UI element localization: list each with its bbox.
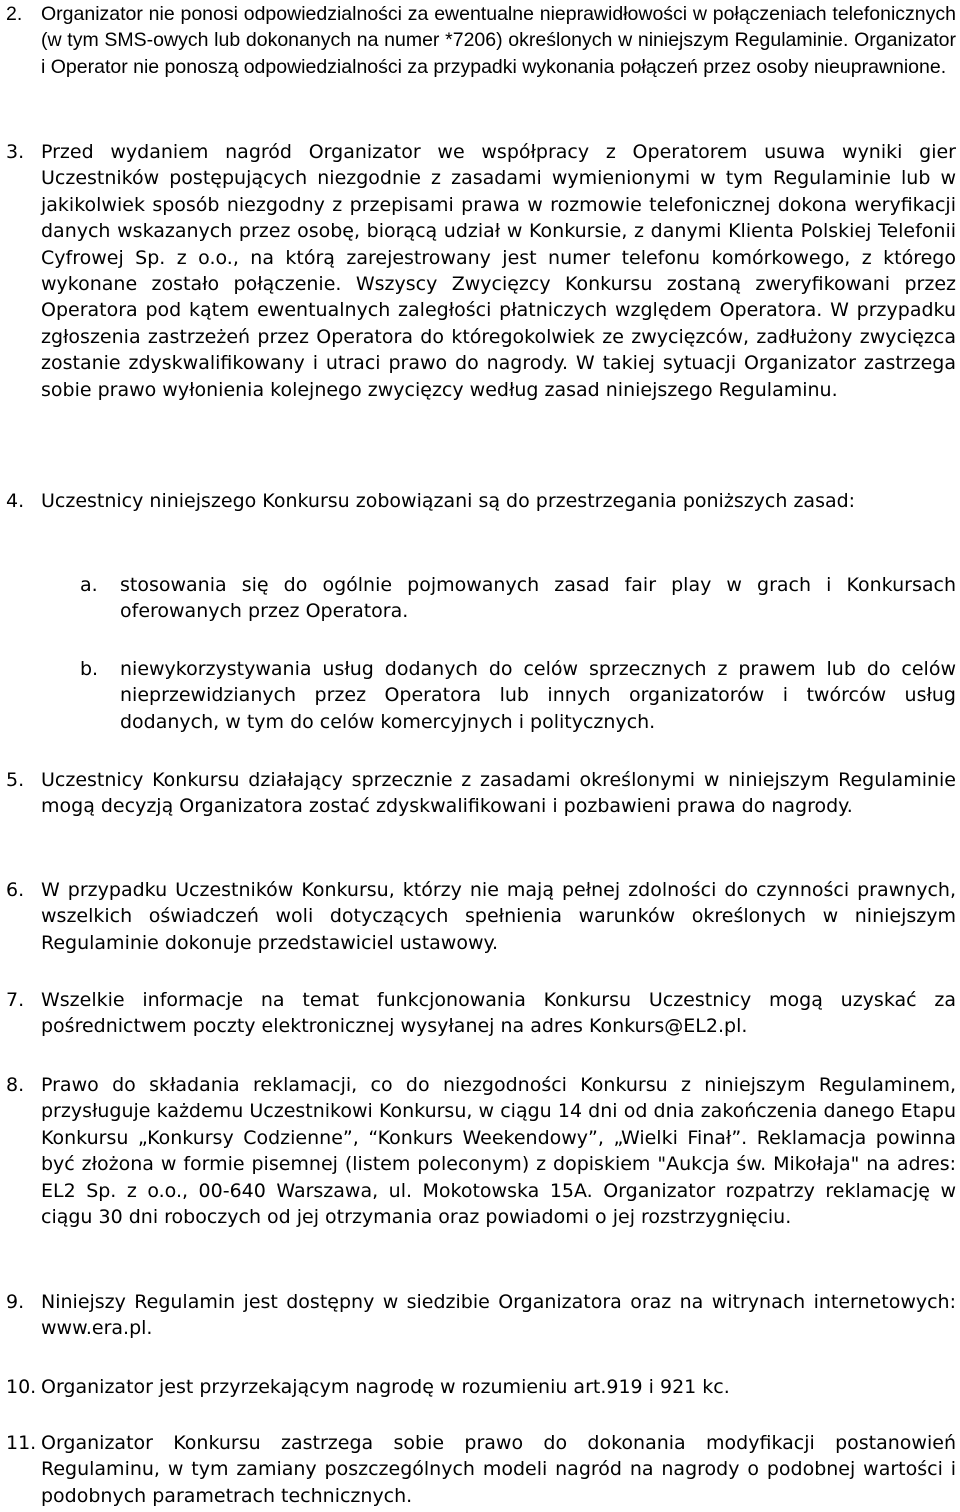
clause-number: 4.	[6, 490, 25, 512]
clause-text: Organizator nie ponosi odpowiedzialności za ewentualne nieprawidłowości w połączeniach telefonicznych (w tym SMS-owych lub dokonanych na numer *7206) określonych w niniejszym Regulaminie. Organizator i Operator nie ponoszą odpowiedzialności za przypadki wykonania połączeń przez osoby nieuprawnione.	[41, 3, 956, 78]
clause-text: Uczestnicy Konkursu działający sprzecznie z zasadami określonymi w niniejszym Regulaminie mogą decyzją Organizatora zostać zdyskwalifikowani i pozbawieni prawa do nagrody.	[41, 769, 956, 818]
clause-number: 11.	[6, 1432, 37, 1454]
clause-text: Wszelkie informacje na temat funkcjonowania Konkursu Uczestnicy mogą uzyskać za pośrednictwem poczty elektronicznej wysyłanej na adres Konkurs@EL2.pl.	[41, 989, 956, 1038]
clause-text: Uczestnicy niniejszego Konkursu zobowiązani są do przestrzegania poniższych zasad:	[41, 490, 856, 512]
clause-3	[0, 139, 956, 403]
clause-8	[0, 1072, 956, 1230]
clause-text: Prawo do składania reklamacji, co do niezgodności Konkursu z niniejszym Regulaminem, przysługuje każdemu Uczestnikowi Konkursu, w ciągu 14 dni od dnia zakończenia danego Etapu Konkursu „Konkursy Codzienne”, “Konkurs Weekendowy”, „Wielki Finał”. Reklamacja powinna być złożona w formie pisemnej (listem poleconym) z dopiskiem "Aukcja św. Mikołaja" na adres: EL2 Sp. z o.o., 00-640 Warszawa, ul. Mokotowska 15A. Organizator rozpatrzy reklamację w ciągu 30 dni roboczych od jej otrzymania oraz powiadomi o jej rozstrzygnięciu.	[41, 1074, 956, 1229]
clause-text: W przypadku Uczestników Konkursu, którzy nie mają pełnej zdolności do czynności prawnych, wszelkich oświadczeń woli dotyczących spełnienia warunków określonych w niniejszym Regulaminie dokonuje przedstawiciel ustawowy.	[41, 879, 956, 954]
clause-number: 10.	[6, 1376, 37, 1398]
clause-9	[0, 1289, 956, 1342]
clause-number: 3.	[6, 141, 25, 163]
clause-7	[0, 987, 956, 1040]
subclause-letter: b.	[80, 658, 99, 680]
clause-text: Organizator jest przyrzekającym nagrodę w rozumieniu art.919 i 921 kc.	[41, 1376, 730, 1398]
clause-10	[0, 1374, 956, 1400]
clause-number: 5.	[6, 769, 25, 791]
clause-number: 8.	[6, 1074, 25, 1096]
clause-2	[0, 1, 956, 80]
clause-number: 6.	[6, 879, 25, 901]
clause-5	[0, 767, 956, 820]
clause-4a	[0, 572, 956, 625]
clause-text: Niniejszy Regulamin jest dostępny w siedzibie Organizatora oraz na witrynach internetowych: www.era.pl.	[41, 1291, 956, 1340]
clause-4b	[0, 656, 956, 735]
clause-number: 7.	[6, 989, 25, 1011]
clause-number: 2.	[6, 3, 23, 25]
clause-4	[0, 488, 956, 514]
subclause-text: niewykorzystywania usług dodanych do celów sprzecznych z prawem lub do celów nieprzewidzianych przez Operatora lub innych organizatorów i twórców usług dodanych, w tym do celów komercyjnych i politycznych.	[120, 658, 956, 733]
clause-text: Przed wydaniem nagród Organizator we współpracy z Operatorem usuwa wyniki gier Uczestników postępujących niezgodnie z zasadami wymienionymi w tym Regulaminie lub w jakikolwiek sposób niezgodny z przepisami prawa w rozmowie telefonicznej dokona weryfikacji danych wskazanych przez osobę, biorącą udział w Konkursie, z danymi Klienta Polskiej Telefonii Cyfrowej Sp. z o.o., na którą zarejestrowany jest numer telefonu komórkowego, z którego wykonane zostało połączenie. Wszyscy Zwycięzcy Konkursu zostaną zweryfikowani przez Operatora pod kątem ewentualnych zaległości płatniczych względem Operatora. W przypadku zgłoszenia zastrzeżeń przez Operatora do któregokolwiek ze zwycięzców, zadłużony zwycięzca zostanie zdyskwalifikowany i utraci prawo do nagrody. W takiej sytuacji Organizator zastrzega sobie prawo wyłonienia kolejnego zwycięzcy według zasad niniejszego Regulaminu.	[41, 141, 956, 401]
clause-text: Organizator Konkursu zastrzega sobie prawo do dokonania modyfikacji postanowień Regulaminu, w tym zamiany poszczególnych modeli nagród na nagrody o podobnej wartości i podobnych parametrach technicznych.	[41, 1432, 956, 1507]
subclause-letter: a.	[80, 574, 98, 596]
clause-number: 9.	[6, 1291, 25, 1313]
clause-11	[0, 1430, 956, 1509]
clause-6	[0, 877, 956, 956]
subclause-text: stosowania się do ogólnie pojmowanych zasad fair play w grach i Konkursach oferowanych przez Operatora.	[120, 574, 956, 623]
